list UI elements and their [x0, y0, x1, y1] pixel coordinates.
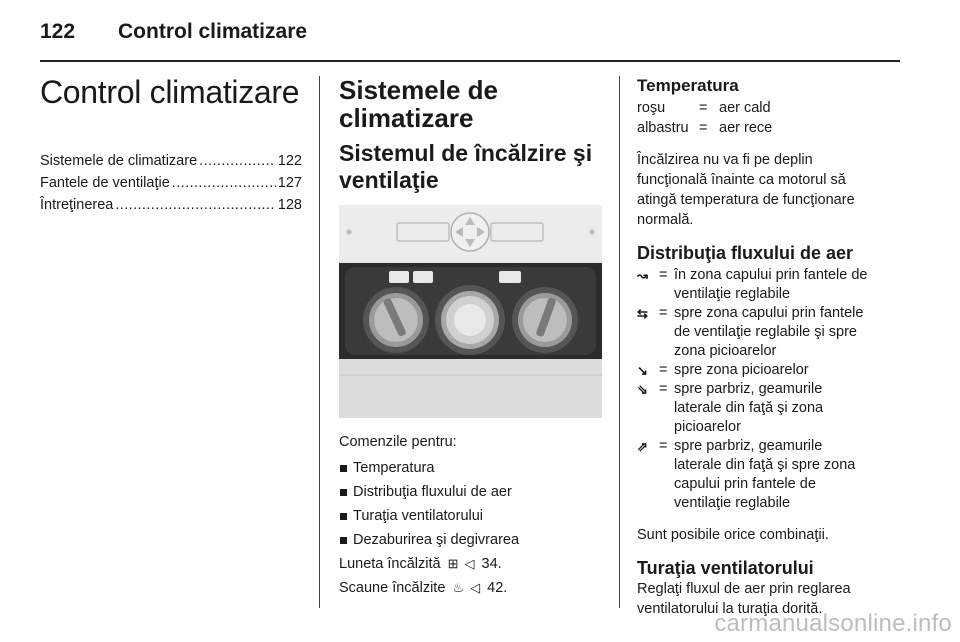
note-line: normală.	[637, 212, 694, 228]
toc-entry[interactable]	[40, 194, 302, 216]
temperature-definitions	[637, 98, 927, 138]
toc-entry-label: Întreţinerea	[40, 197, 114, 213]
section-title-line: Sistemele de	[339, 75, 498, 105]
page-reference-arrow-icon: ◁	[470, 580, 481, 595]
bullet-icon	[340, 513, 347, 520]
definition-row	[637, 98, 927, 118]
air-to-windscreen-and-head-icon: ⇗	[637, 439, 648, 454]
list-item	[339, 504, 604, 528]
air-mode-row	[637, 266, 927, 304]
reference-page: 42.	[487, 580, 508, 596]
table-of-contents	[40, 150, 302, 216]
mode-description-line: laterale din faţă şi zona	[674, 400, 824, 416]
toc-entry-page: 122	[277, 153, 302, 169]
toc-entry-page: 128	[277, 197, 302, 213]
temperature-note	[637, 150, 927, 230]
control-panel-illustration	[339, 205, 602, 418]
column-toc	[40, 74, 302, 216]
page-number: 122	[40, 20, 76, 43]
air-mode-row	[637, 437, 927, 513]
fan-speed-heading: Turaţia ventilatorului	[637, 558, 814, 578]
list-item	[339, 528, 604, 552]
rear-window-heating-icon: ⊞	[447, 556, 459, 571]
air-to-windscreen-and-feet-icon: ⇘	[637, 382, 648, 397]
mode-description-line: picioarelor	[674, 419, 741, 435]
controls-list	[339, 456, 604, 552]
page-header	[40, 20, 920, 60]
bullet-icon	[340, 465, 347, 472]
mode-description-line: laterale din faţă şi spre zona	[674, 457, 856, 473]
toc-leader-dots	[172, 172, 276, 194]
list-item	[339, 480, 604, 504]
heated-seats-reference[interactable]	[339, 576, 604, 600]
subsection-title-line: Sistemul de încălzire şi	[339, 140, 593, 166]
mode-description-line: spre parbriz, geamurile	[674, 438, 823, 454]
list-item-text: Dezaburirea şi degivrarea	[353, 532, 520, 548]
mode-description	[674, 380, 927, 437]
definition-term: roşu	[637, 100, 666, 116]
column-divider	[619, 76, 620, 608]
toc-entry-label: Fantele de ventilaţie	[40, 175, 170, 191]
section-title-line: climatizare	[339, 103, 474, 133]
mode-description-line: în zona capului prin fantele de	[674, 267, 868, 283]
mode-description-line: spre zona picioarelor	[674, 362, 809, 378]
mode-description	[674, 304, 927, 361]
toc-entry[interactable]	[40, 150, 302, 172]
bullet-icon	[340, 537, 347, 544]
heated-rear-window-reference[interactable]	[339, 552, 604, 576]
reference-text: Luneta încălzită	[339, 556, 441, 572]
bullet-icon	[340, 489, 347, 496]
chapter-title: Control climatizare	[40, 74, 300, 110]
toc-entry-label: Sistemele de climatizare	[40, 153, 198, 169]
reference-page: 34.	[481, 556, 502, 572]
mode-description	[674, 361, 927, 380]
temperature-heading: Temperatura	[637, 76, 739, 95]
air-to-head-and-feet-icon: ⇆	[637, 306, 648, 321]
definition-description: aer rece	[719, 120, 773, 136]
definition-row	[637, 118, 927, 138]
mode-description	[674, 437, 927, 513]
air-distribution-modes	[637, 266, 927, 513]
air-distribution-heading: Distribuţia fluxului de aer	[637, 243, 854, 263]
list-item	[339, 456, 604, 480]
air-mode-row	[637, 380, 927, 437]
mode-equals: =	[659, 362, 668, 378]
air-to-head-icon: ↝	[637, 268, 648, 283]
mode-description-line: spre parbriz, geamurile	[674, 381, 823, 397]
mode-description	[674, 266, 927, 304]
list-item-text: Turaţia ventilatorului	[353, 508, 484, 524]
definition-description: aer cald	[719, 100, 771, 116]
air-mode-row	[637, 361, 927, 380]
note-line: Încălzirea nu va fi pe deplin	[637, 152, 813, 168]
combinations-note: Sunt posibile orice combinaţii.	[637, 527, 829, 543]
page-reference-arrow-icon: ◁	[464, 556, 475, 571]
mode-description-line: de ventilaţie reglabile şi spre	[674, 324, 857, 340]
subsection-title	[339, 140, 604, 194]
site-watermark: carmanualsonline.info	[714, 610, 952, 637]
mode-description-line: zona picioarelor	[674, 343, 777, 359]
mode-equals: =	[659, 305, 668, 321]
mode-description-line: capului prin fantele de	[674, 476, 816, 492]
toc-leader-dots	[199, 150, 276, 172]
toc-leader-dots	[115, 194, 275, 216]
air-to-feet-icon: ↘	[637, 363, 648, 378]
mode-equals: =	[659, 438, 668, 454]
definition-equals: =	[699, 100, 708, 116]
header-rule	[40, 60, 900, 62]
column-divider	[319, 76, 320, 608]
section-title	[339, 76, 604, 132]
mode-description-line: spre zona capului prin fantele	[674, 305, 864, 321]
mode-equals: =	[659, 267, 668, 283]
definition-equals: =	[699, 120, 708, 136]
climate-control-panel-image	[339, 205, 602, 418]
toc-entry-page: 127	[277, 175, 302, 191]
list-item-text: Temperatura	[353, 460, 435, 476]
note-line: funcţională înainte ca motorul să	[637, 172, 846, 188]
note-line: ventilatorului la turaţia dorită.	[637, 601, 823, 617]
column-systems	[339, 76, 604, 600]
column-details	[637, 76, 927, 619]
note-line: atingă temperatura de funcţionare	[637, 192, 855, 208]
note-line: Reglaţi fluxul de aer prin reglarea	[637, 581, 851, 597]
subsection-title-line: ventilaţie	[339, 167, 439, 193]
toc-entry[interactable]	[40, 172, 302, 194]
list-item-text: Distribuţia fluxului de aer	[353, 484, 512, 500]
reference-text: Scaune încălzite	[339, 580, 446, 596]
mode-equals: =	[659, 381, 668, 397]
air-mode-row	[637, 304, 927, 361]
definition-term: albastru	[637, 120, 689, 136]
page-heading: Control climatizare	[118, 20, 308, 43]
mode-description-line: ventilaţie reglabile	[674, 495, 791, 511]
mode-description-line: ventilaţie reglabile	[674, 286, 791, 302]
seat-heating-icon: ♨	[452, 580, 465, 595]
controls-intro: Comenzile pentru:	[339, 434, 457, 450]
